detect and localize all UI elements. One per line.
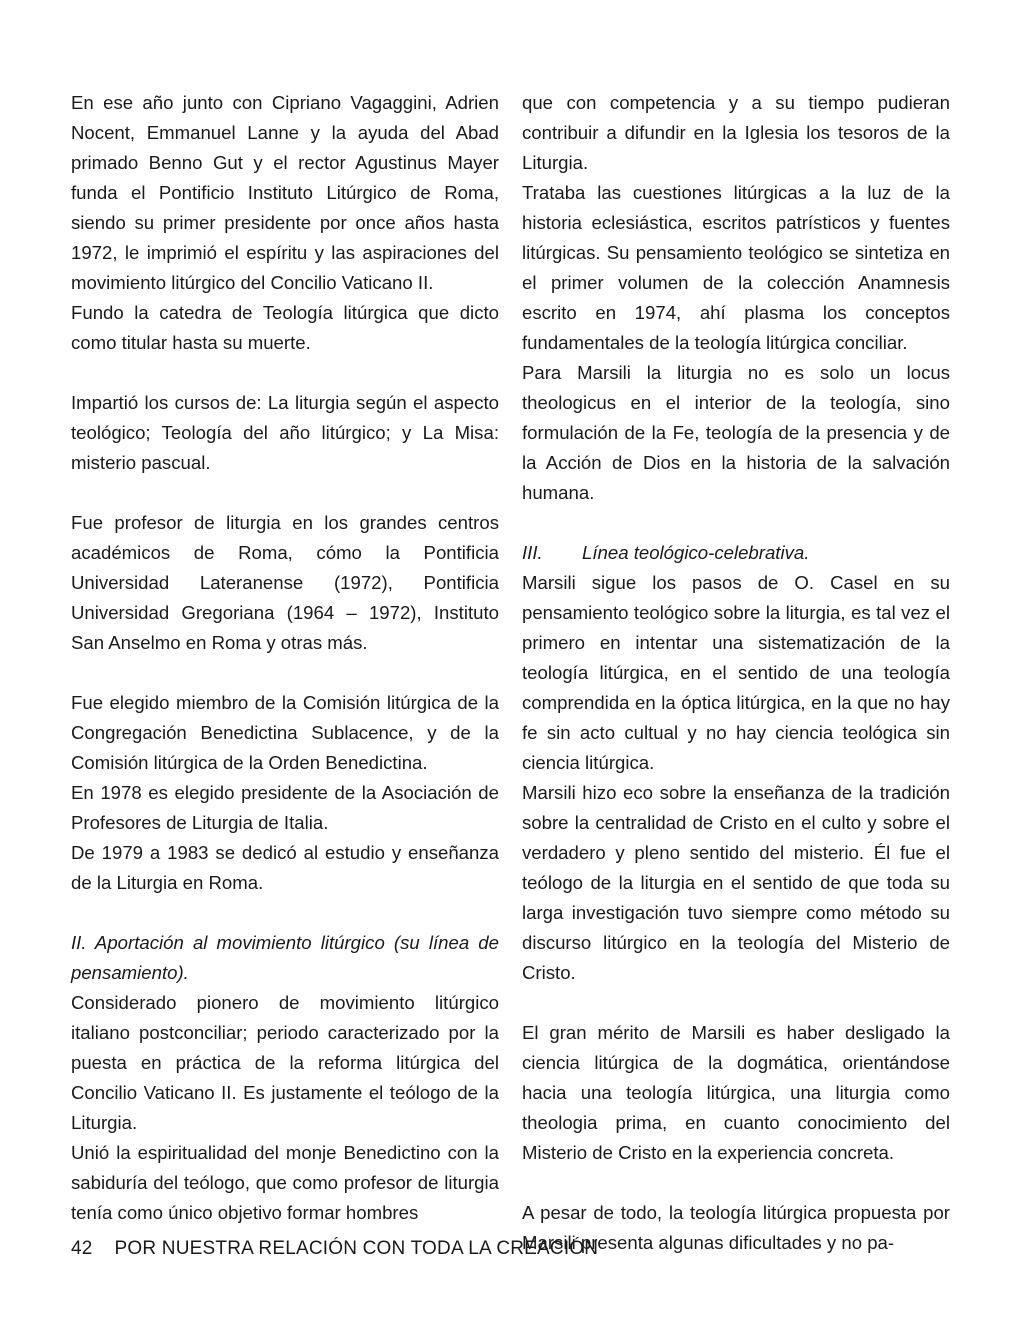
paragraph-association: En 1978 es elegido presidente de la Asociación de Profesores de Liturgia de Italia. [71,782,499,833]
paragraph-liturgical-questions: Trataba las cuestiones litúrgicas a la luz de la historia eclesiástica, escritos patrísticos y fuentes litúrgicas. Su pensamiento teológico se sintetiza en el primer volumen de la colección Anamnesis escrito en 1974, ahí plasma los conceptos fundamentales de la teología litúrgica conciliar. [522,182,950,353]
section-heading-ii: II. Aportación al movimiento litúrgico (su línea de pensamiento). [71,932,499,983]
paragraph-gap [522,1168,950,1198]
section-heading-title: Línea teológico-celebrativa. [582,542,810,563]
paragraph-gap [71,478,499,508]
right-column [522,88,950,1258]
paragraph-rome-teaching: De 1979 a 1983 se dedicó al estudio y enseñanza de la Liturgia en Roma. [71,842,499,893]
paragraph-merit: El gran mérito de Marsili es haber desligado la ciencia litúrgica de la dogmática, orientándose hacia una teología litúrgica, una liturgia como theologia prima, en cuanto conocimiento del Misterio de Cristo en la experiencia concreta. [522,1022,950,1163]
paragraph-gap [522,508,950,538]
paragraph-tradition: Marsili hizo eco sobre la enseñanza de la tradición sobre la centralidad de Cristo en el culto y sobre el verdadero y pleno sentido del misterio. Él fue el teólogo de la liturgia en el sentido de que toda su larga investigación tuvo siempre como método su discurso litúrgico en la teología del Misterio de Cristo. [522,782,950,983]
running-title: POR NUESTRA RELACIÓN CON TODA LA CREACIÓN [114,1238,599,1259]
paragraph-professor: Fue profesor de liturgia en los grandes centros académicos de Roma, cómo la Pontificia Universidad Lateranense (1972), Pontificia Universidad Gregoriana (1964 – 1972), Instituto San Anselmo en Roma y otras más. [71,512,499,653]
paragraph-gap [522,988,950,1018]
left-column [71,88,499,1228]
section-heading-number: III. [522,542,543,563]
paragraph-gap [71,358,499,388]
paragraph-chair: Fundo la catedra de Teología litúrgica que dicto como titular hasta su muerte. [71,302,499,353]
paragraph-gap [71,898,499,928]
paragraph-locus-theologicus: Para Marsili la liturgia no es solo un locus theologicus en el interior de la teología, sino formulación de la Fe, teología de la presencia y de la Acción de Dios en la historia de la salvación humana. [522,362,950,503]
paragraph-continuation: que con competencia y a su tiempo pudieran contribuir a difundir en la Iglesia los tesoros de la Liturgia. [522,92,950,173]
paragraph-casel: Marsili sigue los pasos de O. Casel en su pensamiento teológico sobre la liturgia, es tal vez el primero en intentar una sistematización de la teología litúrgica, en el sentido de una teología comprendida en la óptica litúrgica, en la que no hay fe sin acto cultual y no hay ciencia teológica sin ciencia litúrgica. [522,572,950,773]
paragraph-commission: Fue elegido miembro de la Comisión litúrgica de la Congregación Benedictina Sublacence, y de la Comisión litúrgica de la Orden Benedictina. [71,692,499,773]
paragraph-pioneer: Considerado pionero de movimiento litúrgico italiano postconciliar; periodo caracterizado por la puesta en práctica de la reforma litúrgica del Concilio Vaticano II. Es justamente el teólogo de la Liturgia. [71,992,499,1133]
paragraph-gap [71,658,499,688]
page-footer [71,1234,598,1264]
paragraph-courses: Impartió los cursos de: La liturgia según el aspecto teológico; Teología del año litúrgico; y La Misa: misterio pascual. [71,392,499,473]
paragraph-difficulties: A pesar de todo, la teología litúrgica propuesta por Marsili presenta algunas dificultades y no pa- [522,1202,950,1253]
page-number: 42 [71,1238,93,1259]
paragraph-spirituality: Unió la espiritualidad del monje Benedictino con la sabiduría del teólogo, que como profesor de liturgia tenía como único objetivo formar hombres [71,1142,499,1223]
paragraph-institute-founding: En ese año junto con Cipriano Vagaggini, Adrien Nocent, Emmanuel Lanne y la ayuda del Abad primado Benno Gut y el rector Agustinus Mayer funda el Pontificio Instituto Litúrgico de Roma, siendo su primer presidente por once años hasta 1972, le imprimió el espíritu y las aspiraciones del movimiento litúrgico del Concilio Vaticano II. [71,92,499,293]
section-heading-iii [522,538,950,568]
